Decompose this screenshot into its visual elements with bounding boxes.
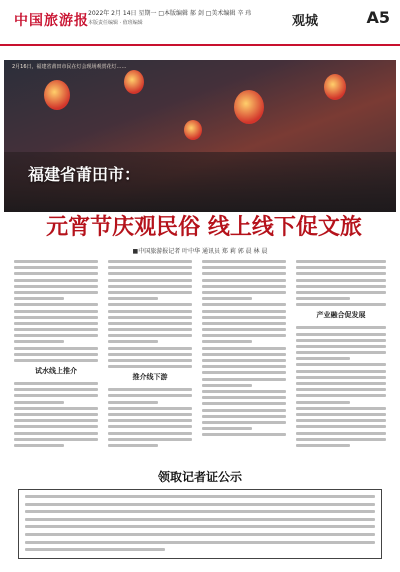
body-text-line bbox=[108, 388, 192, 391]
body-text-line bbox=[202, 347, 286, 350]
body-text-line bbox=[14, 388, 98, 391]
body-text-line bbox=[108, 425, 192, 428]
body-text-line bbox=[296, 291, 386, 294]
body-text-line bbox=[296, 260, 386, 263]
body-text-line bbox=[108, 303, 192, 306]
body-column-1 bbox=[14, 260, 98, 450]
body-text-line bbox=[202, 279, 286, 282]
body-text-line bbox=[14, 413, 98, 416]
body-text-line bbox=[14, 394, 98, 397]
lantern-icon bbox=[124, 70, 144, 94]
body-text-line bbox=[296, 363, 386, 366]
body-text-line bbox=[14, 310, 98, 313]
body-text-line bbox=[202, 260, 286, 263]
body-text-line bbox=[202, 415, 286, 418]
body-text-line bbox=[296, 333, 386, 336]
page-header bbox=[0, 0, 400, 46]
photo-caption: 2月16日，福建省莆田市民在灯会现场观赏花灯…… bbox=[12, 64, 127, 70]
body-text-line bbox=[14, 297, 64, 300]
body-text-line bbox=[108, 297, 158, 300]
body-text-line bbox=[202, 303, 286, 306]
body-text-line bbox=[108, 365, 192, 368]
body-text-line bbox=[108, 401, 158, 404]
body-text-line bbox=[14, 303, 98, 306]
page-number: A5 bbox=[366, 8, 390, 27]
body-text-line bbox=[202, 328, 286, 331]
body-text-line bbox=[108, 310, 192, 313]
body-text-line bbox=[202, 297, 252, 300]
notice-text-line bbox=[25, 533, 375, 536]
body-text-line bbox=[296, 303, 386, 306]
body-text-line bbox=[108, 322, 192, 325]
body-text-line bbox=[296, 351, 386, 354]
body-text-line bbox=[14, 353, 98, 356]
article-subheading: 推介线下游 bbox=[132, 373, 168, 382]
body-text-line bbox=[202, 371, 286, 374]
body-text-line bbox=[14, 266, 98, 269]
section-title: 观城 bbox=[292, 14, 319, 29]
body-text-line bbox=[108, 353, 192, 356]
body-text-line bbox=[202, 353, 286, 356]
body-text-line bbox=[202, 266, 286, 269]
body-text-line bbox=[108, 347, 192, 350]
body-text-line bbox=[202, 322, 286, 325]
notice-title: 领取记者证公示 bbox=[157, 470, 242, 484]
body-text-line bbox=[14, 347, 98, 350]
article-headline: 元宵节庆观民俗 线上线下促文旅 bbox=[46, 214, 362, 240]
lantern-icon bbox=[234, 90, 264, 124]
body-text-line bbox=[296, 438, 386, 441]
body-text-line bbox=[14, 279, 98, 282]
body-text-line bbox=[108, 438, 192, 441]
body-text-line bbox=[296, 413, 386, 416]
body-text-line bbox=[296, 266, 386, 269]
body-text-line bbox=[108, 328, 192, 331]
body-text-line bbox=[202, 365, 286, 368]
body-column-2 bbox=[108, 260, 192, 450]
body-text-line bbox=[202, 359, 286, 362]
body-text-line bbox=[108, 407, 192, 410]
body-text-line bbox=[202, 272, 286, 275]
body-text-line bbox=[296, 376, 386, 379]
body-text-line bbox=[14, 334, 98, 337]
body-text-line bbox=[202, 378, 286, 381]
body-text-line bbox=[108, 272, 192, 275]
body-text-line bbox=[14, 291, 98, 294]
body-text-line bbox=[108, 432, 192, 435]
lantern-icon bbox=[324, 74, 346, 100]
body-column-3 bbox=[202, 260, 286, 439]
article-subheading: 试水线上推介 bbox=[35, 367, 77, 375]
notice-text-line bbox=[25, 503, 375, 506]
body-text-line bbox=[14, 425, 98, 428]
notice-text-line bbox=[25, 495, 375, 498]
article-kicker: 福建省莆田市： bbox=[28, 165, 141, 184]
body-text-line bbox=[108, 394, 192, 397]
body-text-line bbox=[202, 334, 286, 337]
body-text-line bbox=[108, 413, 192, 416]
body-text-line bbox=[108, 279, 192, 282]
body-text-line bbox=[202, 291, 286, 294]
body-text-line bbox=[108, 334, 192, 337]
body-text-line bbox=[296, 407, 386, 410]
body-text-line bbox=[202, 421, 286, 424]
article-byline: ■中国旅游报记者 叶中华 通讯员 郑 莉 郭 晨 林 晨 bbox=[132, 248, 268, 255]
body-text-line bbox=[14, 444, 64, 447]
body-text-line bbox=[296, 419, 386, 422]
body-text-line bbox=[108, 285, 192, 288]
notice-text-line bbox=[25, 518, 375, 521]
body-text-line bbox=[14, 322, 98, 325]
body-text-line bbox=[108, 260, 192, 263]
body-text-line bbox=[14, 438, 98, 441]
body-text-line bbox=[108, 444, 158, 447]
body-text-line bbox=[108, 340, 158, 343]
body-text-line bbox=[296, 382, 386, 385]
body-text-line bbox=[296, 339, 386, 342]
body-text-line bbox=[108, 266, 192, 269]
body-text-line bbox=[202, 396, 286, 399]
body-text-line bbox=[14, 432, 98, 435]
body-text-line bbox=[296, 394, 386, 397]
body-text-line bbox=[14, 316, 98, 319]
body-column-4 bbox=[296, 260, 386, 450]
body-text-line bbox=[14, 285, 98, 288]
body-text-line bbox=[296, 285, 386, 288]
lantern-icon bbox=[44, 80, 70, 110]
body-text-line bbox=[202, 316, 286, 319]
editor-line: 本版责任编辑 · 值班编辑 bbox=[88, 20, 143, 26]
body-text-line bbox=[296, 279, 386, 282]
body-text-line bbox=[202, 384, 252, 387]
body-text-line bbox=[296, 297, 350, 300]
lantern-icon bbox=[184, 120, 202, 140]
body-text-line bbox=[202, 402, 286, 405]
body-text-line bbox=[202, 285, 286, 288]
body-text-line bbox=[296, 388, 386, 391]
article-subheading: 产业融合促发展 bbox=[316, 311, 366, 320]
body-text-line bbox=[108, 291, 192, 294]
body-text-line bbox=[14, 359, 98, 362]
body-text-line bbox=[296, 432, 386, 435]
dateline: 2022年 2月 14日 星期一 □本版编辑 郝 剑 □美术编辑 辛 玮 bbox=[88, 10, 252, 17]
body-text-line bbox=[14, 382, 98, 385]
body-text-line bbox=[202, 433, 286, 436]
body-text-line bbox=[108, 359, 192, 362]
body-text-line bbox=[14, 272, 98, 275]
body-text-line bbox=[296, 425, 386, 428]
body-text-line bbox=[296, 357, 350, 360]
body-text-line bbox=[202, 340, 252, 343]
body-text-line bbox=[14, 407, 98, 410]
body-text-line bbox=[202, 310, 286, 313]
body-text-line bbox=[14, 260, 98, 263]
body-text-line bbox=[296, 444, 350, 447]
body-text-line bbox=[202, 390, 286, 393]
notice-text-line bbox=[25, 548, 165, 551]
body-text-line bbox=[14, 401, 64, 404]
press-card-notice bbox=[18, 468, 382, 564]
notice-text-line bbox=[25, 541, 375, 544]
newspaper-logo: 中国旅游报 bbox=[14, 13, 89, 29]
body-text-line bbox=[296, 345, 386, 348]
body-text-line bbox=[108, 316, 192, 319]
body-text-line bbox=[202, 409, 286, 412]
body-text-line bbox=[14, 419, 98, 422]
body-text-line bbox=[108, 419, 192, 422]
body-text-line bbox=[296, 370, 386, 373]
notice-body bbox=[18, 489, 382, 559]
body-text-line bbox=[202, 427, 252, 430]
body-text-line bbox=[296, 326, 386, 329]
notice-text-line bbox=[25, 525, 375, 528]
lantern-festival-photo bbox=[4, 60, 396, 212]
body-text-line bbox=[296, 272, 386, 275]
notice-text-line bbox=[25, 510, 375, 513]
body-text-line bbox=[14, 340, 64, 343]
body-text-line bbox=[296, 401, 350, 404]
body-text-line bbox=[14, 328, 98, 331]
